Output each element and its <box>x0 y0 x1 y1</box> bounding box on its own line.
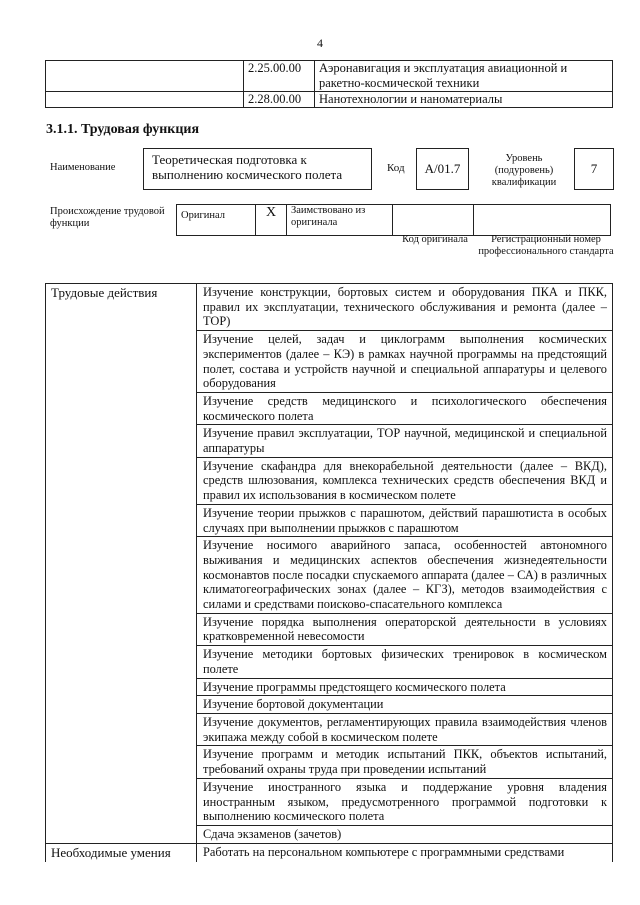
table-row <box>177 205 611 236</box>
table-row <box>46 284 613 844</box>
list-item: Изучение носимого аварийного запаса, особенностей автономного выживания и медицинских аспектов обеспечения жизнедеятельности космонавтов после посадки спускаемого аппарата (далее – СА) в различных климатогеографических зонах (далее – КГЗ), методов взаимодействия с силами и средствами поисково-спасательного комплекса <box>197 537 612 614</box>
borrowed-label: Заимствовано из оригинала <box>287 205 393 236</box>
list-item: Изучение конструкции, бортовых систем и оборудования ПКА и ПКК, правил их эксплуатации, технического обслуживания и ремонта (далее – ТОР) <box>197 284 612 331</box>
reg-number-caption: Регистрационный номер профессионального стандарта <box>478 234 614 257</box>
list-item: Изучение программ и методик испытаний ПКК, объектов испытаний, требований охраны труда при проведении испытаний <box>197 746 612 778</box>
list-item: Изучение целей, задач и циклограмм выполнения космических экспериментов (далее – КЭ) в рамках научной программы на предстоящий полет, состава и устройств научной и специальной аппаратуры и целевого оборудования <box>197 331 612 393</box>
origin-table <box>176 204 611 236</box>
original-mark: X <box>256 205 287 236</box>
section-title: 3.1.1. Трудовая функция <box>46 122 200 137</box>
list-item: Изучение теории прыжков с парашютом, действий парашютиста в особых случаях при выполнении прыжков с парашютом <box>197 505 612 537</box>
name-cell: Аэронавигация и эксплуатация авиационной и ракетно-космической техники <box>315 61 613 92</box>
level-label: Уровень (подуровень) квалификации <box>491 153 557 188</box>
list-item: Изучение скафандра для внекорабельной деятельности (далее – ВКД), средств шлюзования, комплекса технических средств обеспечения ВКД и правил их использования в космическом полете <box>197 458 612 505</box>
page-number: 4 <box>317 36 323 50</box>
labor-actions-label: Трудовые действия <box>46 284 197 844</box>
name-label: Наименование <box>50 162 116 173</box>
required-skills-list <box>197 843 613 862</box>
table-row <box>46 843 613 862</box>
list-item: Изучение иностранного языка и поддержание уровня владения иностранным языком, предусмотренного программой подготовки к выполнению космического полета <box>197 779 612 826</box>
empty-cell <box>46 92 244 108</box>
labor-actions-list <box>197 284 613 844</box>
function-name-box: Теоретическая подготовка к выполнению космического полета <box>143 148 372 190</box>
required-skills-label: Необходимые умения <box>46 843 197 862</box>
function-code-box: А/01.7 <box>416 148 469 190</box>
name-cell: Нанотехнологии и наноматериалы <box>315 92 613 108</box>
level-box: 7 <box>574 148 614 190</box>
list-item: Изучение средств медицинского и психологического обеспечения космического полета <box>197 393 612 425</box>
list-item: Изучение порядка выполнения операторской деятельности в условиях кратковременной невесомости <box>197 614 612 646</box>
code-label: Код <box>387 162 405 174</box>
code-cell: 2.28.00.00 <box>244 92 315 108</box>
code-original-cell <box>393 205 474 236</box>
list-item: Изучение правил эксплуатации, ТОР научной, медицинской и специальной аппаратуры <box>197 425 612 457</box>
list-item: Сдача экзаменов (зачетов) <box>203 826 342 841</box>
list-item: Изучение бортовой документации <box>197 696 612 714</box>
list-item: Изучение документов, регламентирующих правила взаимодействия членов экипажа между собой в космическом полете <box>197 714 612 746</box>
codes-table <box>45 60 613 108</box>
table-row <box>46 92 613 108</box>
empty-cell <box>46 61 244 92</box>
table-row <box>46 61 613 92</box>
list-item: Изучение программы предстоящего космического полета <box>197 679 612 697</box>
reg-number-cell <box>474 205 611 236</box>
list-item: Работать на персональном компьютере с программными средствами <box>203 844 565 859</box>
labor-function-table <box>45 283 613 862</box>
original-label: Оригинал <box>177 205 256 236</box>
code-cell: 2.25.00.00 <box>244 61 315 92</box>
origin-label: Происхождение трудовой функции <box>50 206 165 229</box>
list-item: Изучение методики бортовых физических тренировок в космическом полете <box>197 646 612 678</box>
code-original-caption: Код оригинала <box>402 234 468 245</box>
